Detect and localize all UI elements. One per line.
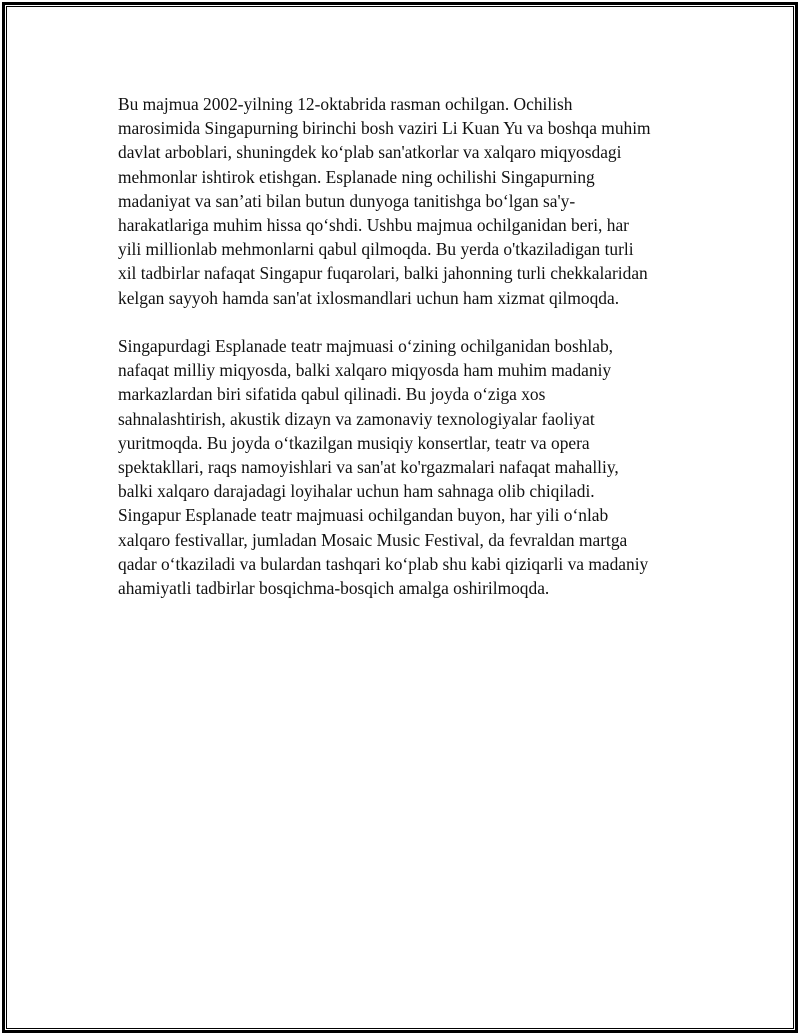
text-line: xil tadbirlar nafaqat Singapur fuqarolari, balki jahonning turli chekkalaridan: [118, 263, 648, 284]
text-line: balki xalqaro darajadagi loyihalar uchun ham sahnaga olib chiqiladi.: [118, 481, 595, 502]
text-line: yuritmoqda. Bu joyda oʻtkazilgan musiqiy konsertlar, teatr va opera: [118, 432, 590, 453]
text-line: sahnalashtirish, akustik dizayn va zamonaviy texnologiyalar faoliyat: [118, 408, 595, 429]
text-line: madaniyat va san’ati bilan butun dunyoga tanitishga boʻlgan sa'y-: [118, 190, 576, 211]
text-line: spektakllari, raqs namoyishlari va san'at ko'rgazmalari nafaqat mahalliy,: [118, 457, 619, 478]
paragraph-2: [118, 334, 688, 600]
text-line: xalqaro festivallar, jumladan Mosaic Music Festival, da fevraldan martga: [118, 529, 628, 550]
text-line: mehmonlar ishtirok etishgan. Esplanade ning ochilishi Singapurning: [118, 166, 595, 187]
text-line: marosimida Singapurning birinchi bosh vaziri Li Kuan Yu va boshqa muhim: [118, 118, 651, 139]
text-line: Singapurdagi Esplanade teatr majmuasi oʻzining ochilganidan boshlab,: [118, 336, 614, 357]
text-line: ahamiyatli tadbirlar bosqichma-bosqich amalga oshirilmoqda.: [118, 578, 550, 599]
text-line: markazlardan biri sifatida qabul qilinadi. Bu joyda oʻziga xos: [118, 384, 546, 405]
document-body: [118, 92, 688, 624]
text-line: Bu majmua 2002-yilning 12-oktabrida rasman ochilgan. Ochilish: [118, 94, 573, 114]
text-line: davlat arboblari, shuningdek koʻplab san'atkorlar va xalqaro miqyosdagi: [118, 142, 622, 163]
text-line: Singapur Esplanade teatr majmuasi ochilgandan buyon, har yili oʻnlab: [118, 505, 609, 526]
text-line: yili millionlab mehmonlarni qabul qilmoqda. Bu yerda o'tkaziladigan turli: [118, 239, 634, 260]
text-line: qadar oʻtkaziladi va bulardan tashqari koʻplab shu kabi qiziqarli va madaniy: [118, 553, 649, 574]
text-line: harakatlariga muhim hissa qoʻshdi. Ushbu majmua ochilganidan beri, har: [118, 215, 629, 236]
text-line: nafaqat milliy miqyosda, balki xalqaro miqyosda ham muhim madaniy: [118, 360, 612, 381]
text-line: kelgan sayyoh hamda san'at ixlosmandlari uchun ham xizmat qilmoqda.: [118, 287, 620, 308]
paragraph-1: [118, 92, 688, 310]
